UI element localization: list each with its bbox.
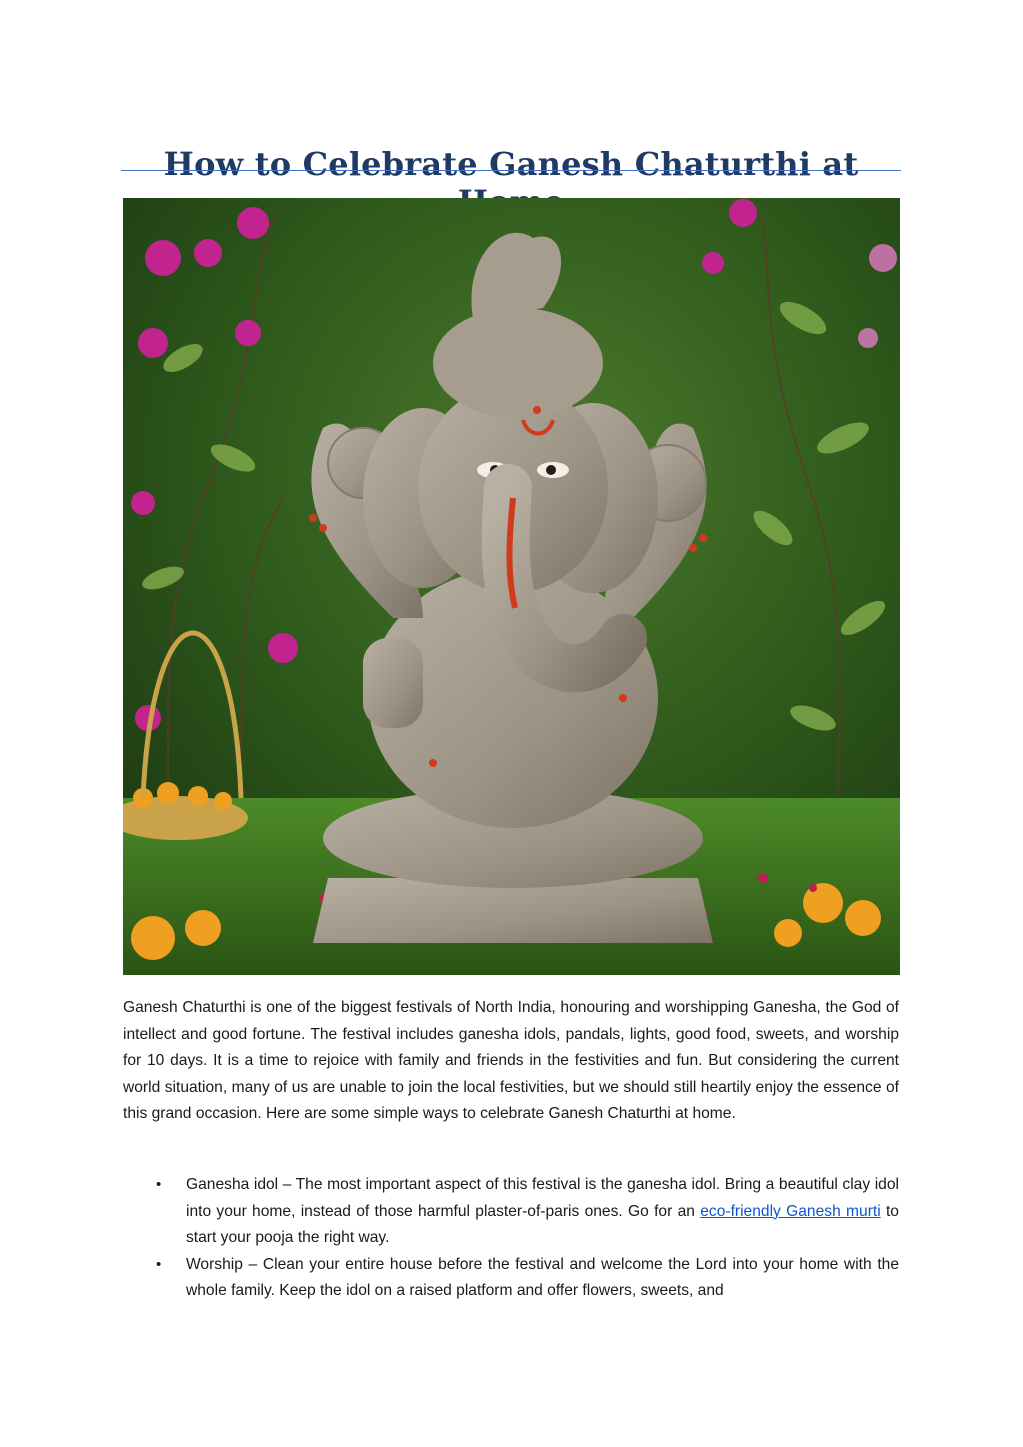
ganesha-idol-image [123,198,900,975]
eco-friendly-ganesh-murti-link[interactable]: eco-friendly Ganesh murti [700,1202,881,1220]
tips-list [123,1172,899,1305]
title-divider [121,170,901,171]
page-title: How to Celebrate Ganesh Chaturthi at [163,145,859,184]
list-item: • Worship – Clean your entire house before the festival and welcome the Lord into your home with the whole family. Keep the idol on a raised platform and offer flowers, sweets, and [123,1252,899,1305]
bullet-icon: • [156,1255,162,1273]
list-item: • Ganesha idol – The most important aspect of this festival is the ganesha idol. Bring a beautiful clay idol into your home, instead of those harmful plaster-of-paris ones. Go for an eco-friendly Ganesh murti to start your pooja the right way. [123,1172,899,1252]
bullet-icon: • [156,1176,162,1193]
intro-paragraph: Ganesh Chaturthi is one of the biggest festivals of North India, honouring and worshipping Ganesha, the God of intellect and good fortune. The festival includes ganesha idols, pandals, lights, good food, sweets, and worship for 10 days. It is a time to rejoice with family and friends in the festivities and fun. But considering the current world situation, many of us are unable to join the local festivities, but we should still heartily enjoy the essence of this grand occasion. Here are some simple ways to celebrate Ganesh Chaturthi at home. [123,999,899,1123]
